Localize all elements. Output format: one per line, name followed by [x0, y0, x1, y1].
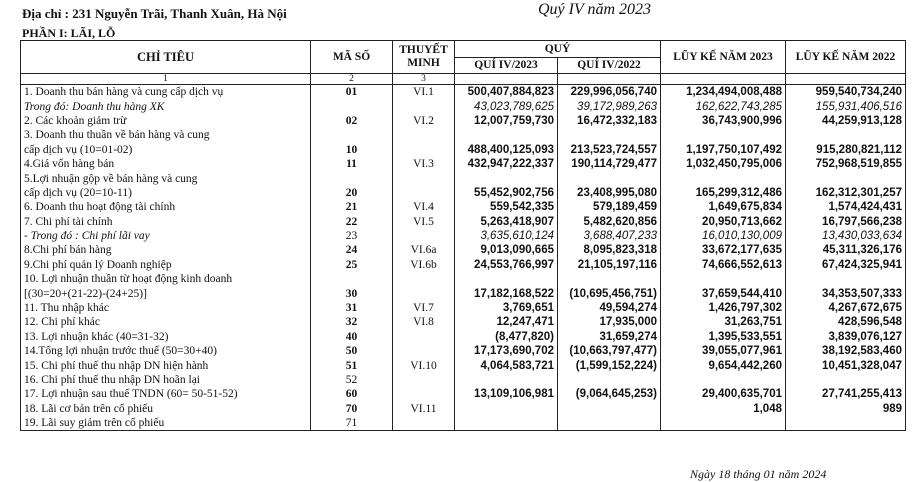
row-ytd-2022 [786, 373, 906, 387]
row-note [393, 286, 455, 300]
row-ytd-2022: 67,424,325,941 [786, 258, 906, 272]
row-code: 71 [311, 416, 393, 431]
table-row [21, 358, 906, 372]
row-ytd-2022: 959,540,734,240 [786, 85, 906, 100]
table-row [21, 301, 906, 315]
row-note [393, 416, 455, 431]
row-label: cấp dịch vụ (10=01-02) [21, 143, 311, 157]
row-q4-2023: 43,023,789,625 [455, 99, 558, 113]
row-q4-2023: 5,263,418,907 [455, 215, 558, 229]
row-ytd-2022: 162,312,301,257 [786, 186, 906, 200]
table-row [21, 272, 906, 286]
row-code: 25 [311, 258, 393, 272]
row-label: 8.Chi phí bán hàng [21, 243, 311, 257]
company-address: Địa chỉ : 231 Nguyễn Trãi, Thanh Xuân, Hà Nội [22, 6, 287, 21]
index-cell: 1 [21, 74, 311, 85]
row-q4-2022: 8,095,823,318 [558, 243, 661, 257]
row-q4-2022: (10,695,456,751) [558, 286, 661, 300]
row-q4-2023 [455, 416, 558, 431]
row-ytd-2022: 13,430,033,634 [786, 229, 906, 243]
row-q4-2022 [558, 171, 661, 185]
row-q4-2022 [558, 373, 661, 387]
table-row [21, 344, 906, 358]
row-code: 02 [311, 114, 393, 128]
row-note: VI.4 [393, 200, 455, 214]
row-ytd-2023: 1,032,450,795,006 [661, 157, 786, 171]
row-q4-2023: 9,013,090,665 [455, 243, 558, 257]
table-row [21, 416, 906, 431]
row-note [393, 128, 455, 142]
index-cell: 2 [311, 74, 393, 85]
row-code [311, 128, 393, 142]
row-q4-2022: 17,935,000 [558, 315, 661, 329]
row-note: VI.7 [393, 301, 455, 315]
row-note: VI.8 [393, 315, 455, 329]
row-ytd-2022: 4,267,672,675 [786, 301, 906, 315]
row-label: 16. Chi phí thuế thu nhập DN hoãn lại [21, 373, 311, 387]
row-label: 15. Chi phí thuế thu nhập DN hiện hành [21, 358, 311, 372]
row-q4-2022: 5,482,620,856 [558, 215, 661, 229]
row-q4-2023: 4,064,583,721 [455, 358, 558, 372]
row-ytd-2022 [786, 128, 906, 142]
row-ytd-2023: 74,666,552,613 [661, 258, 786, 272]
row-q4-2022 [558, 128, 661, 142]
row-ytd-2023 [661, 128, 786, 142]
report-period: Quý IV năm 2023 [538, 1, 652, 18]
row-note: VI.3 [393, 157, 455, 171]
row-code: 70 [311, 402, 393, 416]
col-header-q4-2023: QUÍ IV/2023 [455, 58, 558, 74]
row-q4-2022: 3,688,407,233 [558, 229, 661, 243]
row-q4-2022: 31,659,274 [558, 330, 661, 344]
col-header-thuyet-minh: THUYẾT MINH [393, 41, 455, 74]
table-row [21, 229, 906, 243]
row-code: 24 [311, 243, 393, 257]
row-note [393, 143, 455, 157]
row-note: VI.5 [393, 215, 455, 229]
row-ytd-2023: 162,622,743,285 [661, 99, 786, 113]
row-q4-2023: 17,173,690,702 [455, 344, 558, 358]
row-ytd-2023 [661, 373, 786, 387]
row-code: 10 [311, 143, 393, 157]
row-q4-2022 [558, 416, 661, 431]
row-ytd-2023: 1,426,797,302 [661, 301, 786, 315]
row-label: 18. Lãi cơ bản trên cổ phiếu [21, 402, 311, 416]
row-note: VI.1 [393, 85, 455, 100]
row-ytd-2022: 38,192,583,460 [786, 344, 906, 358]
row-note [393, 171, 455, 185]
row-q4-2023 [455, 171, 558, 185]
row-q4-2023: 12,247,471 [455, 315, 558, 329]
table-row [21, 387, 906, 401]
row-ytd-2022: 44,259,913,128 [786, 114, 906, 128]
row-ytd-2022: 27,741,255,413 [786, 387, 906, 401]
row-label: [(30=20+(21-22)-(24+25)] [21, 286, 311, 300]
row-ytd-2022: 45,311,326,176 [786, 243, 906, 257]
row-code: 22 [311, 215, 393, 229]
table-row [21, 171, 906, 185]
row-q4-2023: 500,407,884,823 [455, 85, 558, 100]
row-code: 21 [311, 200, 393, 214]
row-label: 19. Lãi suy giảm trên cổ phiếu [21, 416, 311, 431]
row-q4-2022: 579,189,459 [558, 200, 661, 214]
row-q4-2023: 12,007,759,730 [455, 114, 558, 128]
row-q4-2022: 190,114,729,477 [558, 157, 661, 171]
row-ytd-2023: 29,400,635,701 [661, 387, 786, 401]
index-cell: 3 [393, 74, 455, 85]
table-row [21, 186, 906, 200]
row-q4-2022: 23,408,995,080 [558, 186, 661, 200]
row-q4-2023: 3,769,651 [455, 301, 558, 315]
row-label: 5.Lợi nhuận gộp về bán hàng và cung [21, 171, 311, 185]
table-row [21, 128, 906, 142]
row-q4-2023 [455, 402, 558, 416]
table-row [21, 143, 906, 157]
col-header-quy: QUÝ [455, 41, 661, 58]
row-code: 31 [311, 301, 393, 315]
row-ytd-2023: 1,197,750,107,492 [661, 143, 786, 157]
row-code [311, 272, 393, 286]
row-q4-2022: 229,996,056,740 [558, 85, 661, 100]
row-code: 60 [311, 387, 393, 401]
row-q4-2022: 49,594,274 [558, 301, 661, 315]
row-ytd-2023: 20,950,713,662 [661, 215, 786, 229]
row-q4-2022: 21,105,197,116 [558, 258, 661, 272]
row-label: 13. Lợi nhuận khác (40=31-32) [21, 330, 311, 344]
row-code: 52 [311, 373, 393, 387]
row-code: 11 [311, 157, 393, 171]
table-row [21, 373, 906, 387]
row-note [393, 387, 455, 401]
row-note [393, 272, 455, 286]
row-ytd-2022: 155,931,406,516 [786, 99, 906, 113]
row-q4-2023: 3,635,610,124 [455, 229, 558, 243]
row-ytd-2023: 9,654,442,260 [661, 358, 786, 372]
row-q4-2023: 559,542,335 [455, 200, 558, 214]
table-row [21, 85, 906, 100]
row-ytd-2023 [661, 171, 786, 185]
row-ytd-2023: 1,048 [661, 402, 786, 416]
row-ytd-2022: 34,353,507,333 [786, 286, 906, 300]
row-note [393, 229, 455, 243]
table-row [21, 402, 906, 416]
col-header-luy-ke-2023: LŨY KẾ NĂM 2023 [661, 41, 786, 74]
row-q4-2022 [558, 272, 661, 286]
row-ytd-2023 [661, 416, 786, 431]
row-label: 9.Chi phí quản lý Doanh nghiệp [21, 258, 311, 272]
row-ytd-2023: 37,659,544,410 [661, 286, 786, 300]
signature-date: Ngày 18 tháng 01 năm 2024 [690, 467, 827, 481]
row-q4-2022: (1,599,152,224) [558, 358, 661, 372]
row-ytd-2023: 39,055,077,961 [661, 344, 786, 358]
row-label: 17. Lợi nhuận sau thuế TNDN (60= 50-51-52) [21, 387, 311, 401]
row-q4-2022: (9,064,645,253) [558, 387, 661, 401]
row-ytd-2022: 1,574,424,431 [786, 200, 906, 214]
row-ytd-2022: 10,451,328,047 [786, 358, 906, 372]
row-ytd-2023 [661, 272, 786, 286]
row-code [311, 99, 393, 113]
row-note: VI.6a [393, 243, 455, 257]
row-q4-2022: 39,172,989,263 [558, 99, 661, 113]
row-note [393, 344, 455, 358]
row-code: 40 [311, 330, 393, 344]
row-ytd-2022: 428,596,548 [786, 315, 906, 329]
row-ytd-2022 [786, 272, 906, 286]
row-ytd-2023: 1,649,675,834 [661, 200, 786, 214]
row-note [393, 373, 455, 387]
row-q4-2023: 13,109,106,981 [455, 387, 558, 401]
row-q4-2023: 17,182,168,522 [455, 286, 558, 300]
row-ytd-2023: 31,263,751 [661, 315, 786, 329]
row-note: VI.10 [393, 358, 455, 372]
row-q4-2023 [455, 272, 558, 286]
row-note: VI.6b [393, 258, 455, 272]
row-code: 32 [311, 315, 393, 329]
table-row [21, 157, 906, 171]
col-header-luy-ke-2022: LŨY KẾ NĂM 2022 [786, 41, 906, 74]
row-code: 20 [311, 186, 393, 200]
row-ytd-2022: 16,797,566,238 [786, 215, 906, 229]
row-label: 2. Các khoản giảm trừ [21, 114, 311, 128]
row-label: 10. Lợi nhuận thuần từ hoạt động kinh doanh [21, 272, 311, 286]
income-statement-table [20, 40, 906, 431]
row-ytd-2023: 1,395,533,551 [661, 330, 786, 344]
row-note [393, 330, 455, 344]
row-code: 23 [311, 229, 393, 243]
row-q4-2023: 55,452,902,756 [455, 186, 558, 200]
row-code: 51 [311, 358, 393, 372]
row-ytd-2022: 752,968,519,855 [786, 157, 906, 171]
row-note: VI.2 [393, 114, 455, 128]
row-label: cấp dịch vụ (20=10-11) [21, 186, 311, 200]
row-ytd-2023: 165,299,312,486 [661, 186, 786, 200]
row-ytd-2022: 3,839,076,127 [786, 330, 906, 344]
row-label: 7. Chi phí tài chính [21, 215, 311, 229]
row-label: 6. Doanh thu hoạt động tài chính [21, 200, 311, 214]
row-note: VI.11 [393, 402, 455, 416]
col-header-chi-tieu: CHỈ TIÊU [21, 41, 311, 74]
row-code [311, 171, 393, 185]
row-ytd-2022: 989 [786, 402, 906, 416]
row-ytd-2023: 36,743,900,996 [661, 114, 786, 128]
row-q4-2022 [558, 402, 661, 416]
row-label: 12. Chi phí khác [21, 315, 311, 329]
row-ytd-2023: 33,672,177,635 [661, 243, 786, 257]
table-row [21, 243, 906, 257]
row-q4-2023: 488,400,125,093 [455, 143, 558, 157]
row-code: 30 [311, 286, 393, 300]
table-row [21, 258, 906, 272]
col-header-ma-so: MÃ SỐ [311, 41, 393, 74]
row-label: 11. Thu nhập khác [21, 301, 311, 315]
row-label: Trong đó: Doanh thu hàng XK [21, 99, 311, 113]
row-label: 3. Doanh thu thuần về bán hàng và cung [21, 128, 311, 142]
row-label: 14.Tổng lợi nhuận trước thuế (50=30+40) [21, 344, 311, 358]
row-q4-2022: (10,663,797,477) [558, 344, 661, 358]
row-ytd-2023: 16,010,130,009 [661, 229, 786, 243]
row-q4-2022: 213,523,724,557 [558, 143, 661, 157]
row-ytd-2023: 1,234,494,008,488 [661, 85, 786, 100]
table-row [21, 286, 906, 300]
table-row [21, 330, 906, 344]
row-q4-2023 [455, 128, 558, 142]
row-label: 1. Doanh thu bán hàng và cung cấp dịch vụ [21, 85, 311, 100]
row-label: 4.Giá vốn hàng bán [21, 157, 311, 171]
col-header-q4-2022: QUÍ IV/2022 [558, 58, 661, 74]
row-ytd-2022 [786, 416, 906, 431]
section-title: PHẦN I: LÃI, LỖ [22, 26, 116, 40]
table-row [21, 200, 906, 214]
row-code: 01 [311, 85, 393, 100]
row-q4-2022: 16,472,332,183 [558, 114, 661, 128]
row-label: - Trong đó : Chi phí lãi vay [21, 229, 311, 243]
row-ytd-2022 [786, 171, 906, 185]
table-row [21, 315, 906, 329]
index-row [21, 74, 906, 85]
row-code: 50 [311, 344, 393, 358]
row-q4-2023: (8,477,820) [455, 330, 558, 344]
table-row [21, 114, 906, 128]
row-note [393, 99, 455, 113]
row-note [393, 186, 455, 200]
table-row [21, 215, 906, 229]
row-q4-2023: 24,553,766,997 [455, 258, 558, 272]
row-q4-2023: 432,947,222,337 [455, 157, 558, 171]
table-row [21, 99, 906, 113]
row-q4-2023 [455, 373, 558, 387]
row-ytd-2022: 915,280,821,112 [786, 143, 906, 157]
